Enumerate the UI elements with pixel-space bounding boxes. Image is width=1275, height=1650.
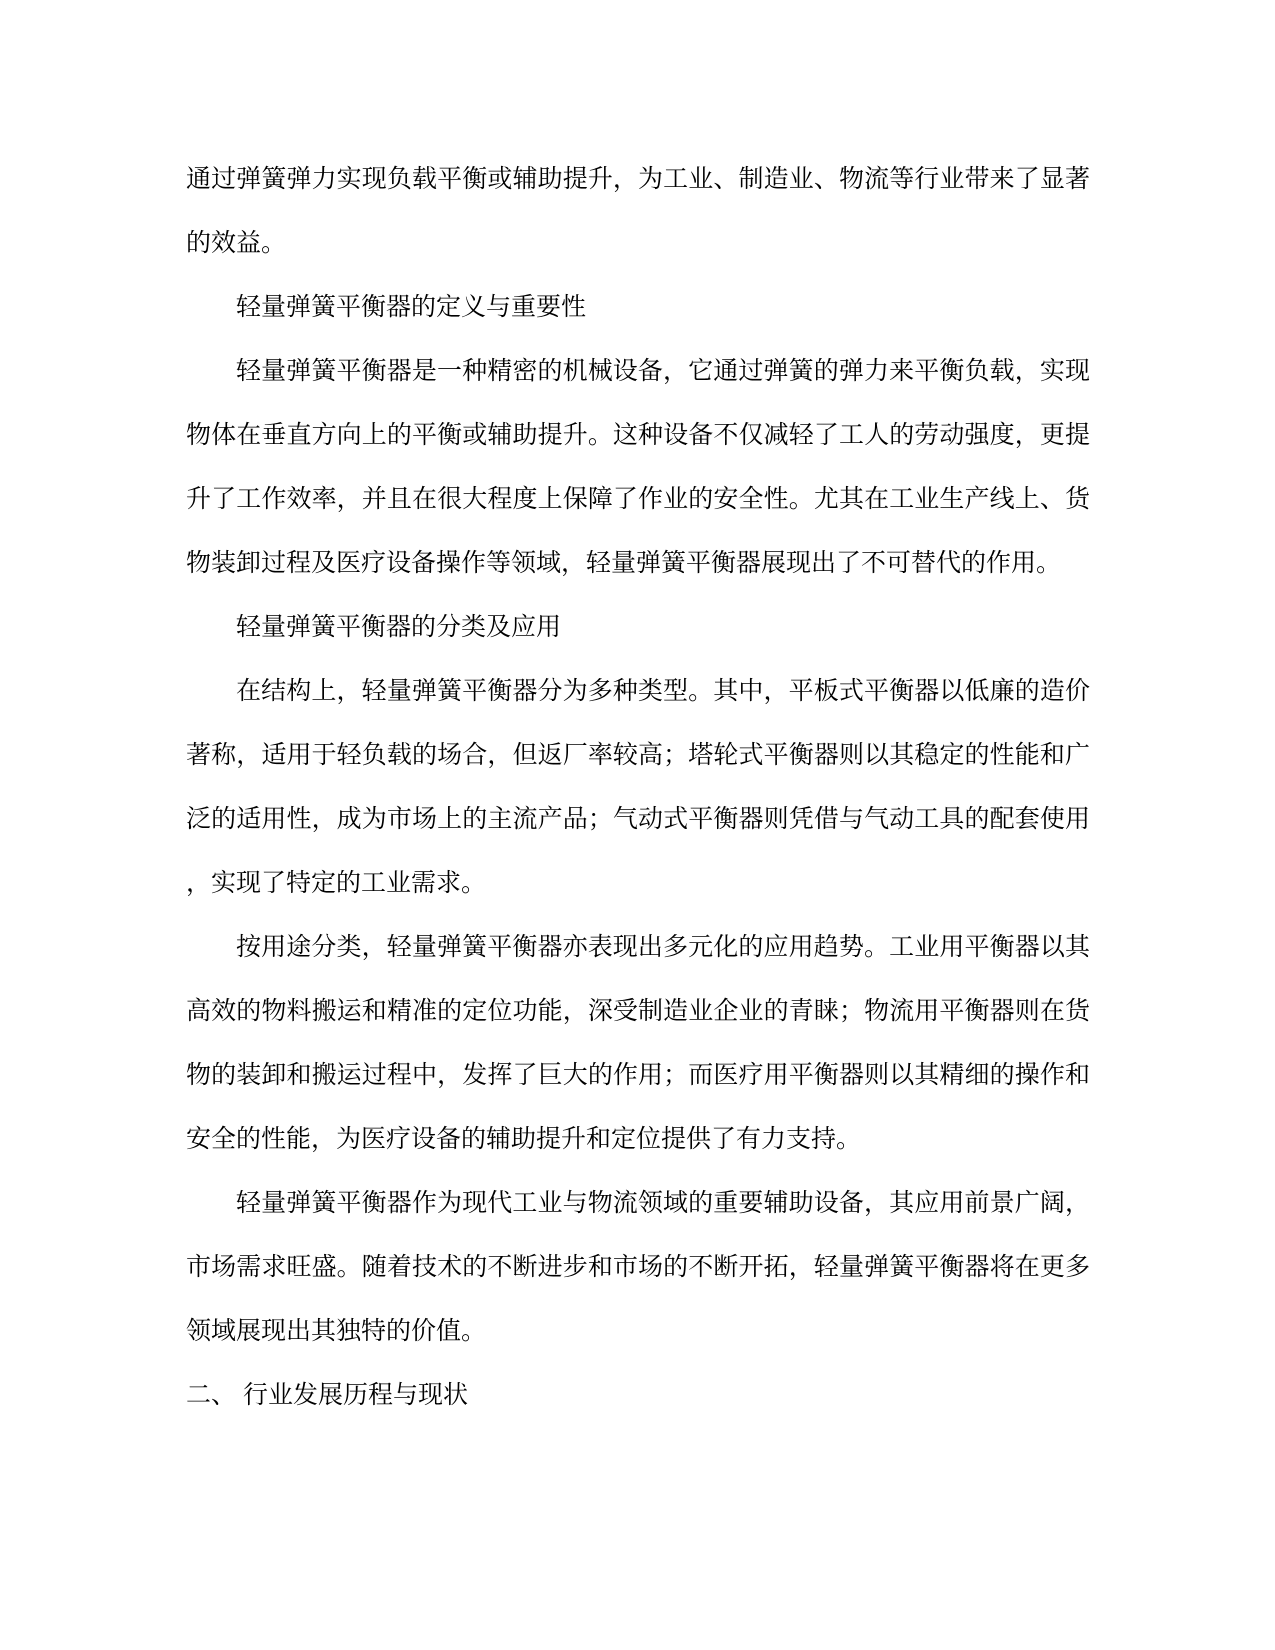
text-line: 物的装卸和搬运过程中，发挥了巨大的作用；而医疗用平衡器则以其精细的操作和 bbox=[186, 1061, 1090, 1089]
paragraph bbox=[186, 915, 1090, 1171]
paragraph bbox=[186, 595, 1090, 659]
text-line: 按用途分类，轻量弹簧平衡器亦表现出多元化的应用趋势。工业用平衡器以其 bbox=[236, 933, 1090, 961]
text-line: 轻量弹簧平衡器是一种精密的机械设备，它通过弹簧的弹力来平衡负载，实现 bbox=[236, 357, 1090, 385]
paragraph bbox=[186, 1363, 1090, 1427]
text-line: 在结构上，轻量弹簧平衡器分为多种类型。其中，平板式平衡器以低廉的造价 bbox=[236, 677, 1090, 705]
text-line: 物装卸过程及医疗设备操作等领域，轻量弹簧平衡器展现出了不可替代的作用。 bbox=[186, 549, 1062, 577]
text-line: 安全的性能，为医疗设备的辅助提升和定位提供了有力支持。 bbox=[186, 1125, 862, 1153]
text-line: 物体在垂直方向上的平衡或辅助提升。这种设备不仅减轻了工人的劳动强度，更提 bbox=[186, 421, 1090, 449]
subheading-line: 轻量弹簧平衡器的分类及应用 bbox=[236, 613, 562, 641]
text-line: 市场需求旺盛。随着技术的不断进步和市场的不断开拓，轻量弹簧平衡器将在更多 bbox=[186, 1253, 1090, 1281]
section-heading-line: 二、 行业发展历程与现状 bbox=[186, 1381, 468, 1409]
subheading-line: 轻量弹簧平衡器的定义与重要性 bbox=[236, 293, 587, 321]
text-line: 领域展现出其独特的价值。 bbox=[186, 1317, 487, 1345]
text-line: 著称，适用于轻负载的场合，但返厂率较高；塔轮式平衡器则以其稳定的性能和广 bbox=[186, 741, 1090, 769]
text-line: 升了工作效率，并且在很大程度上保障了作业的安全性。尤其在工业生产线上、货 bbox=[186, 485, 1090, 513]
text-line: 通过弹簧弹力实现负载平衡或辅助提升，为工业、制造业、物流等行业带来了显著 bbox=[186, 165, 1090, 193]
text-line: 轻量弹簧平衡器作为现代工业与物流领域的重要辅助设备，其应用前景广阔， bbox=[236, 1189, 1090, 1217]
paragraph bbox=[186, 659, 1090, 915]
text-line: ，实现了特定的工业需求。 bbox=[186, 869, 487, 897]
paragraph bbox=[186, 275, 1090, 339]
paragraph bbox=[186, 147, 1090, 275]
text-line: 高效的物料搬运和精准的定位功能，深受制造业企业的青睐；物流用平衡器则在货 bbox=[186, 997, 1090, 1025]
paragraph bbox=[186, 1171, 1090, 1363]
document-text-block bbox=[186, 147, 1090, 1427]
text-line: 泛的适用性，成为市场上的主流产品；气动式平衡器则凭借与气动工具的配套使用 bbox=[186, 805, 1090, 833]
paragraph bbox=[186, 339, 1090, 595]
text-line: 的效益。 bbox=[186, 229, 287, 257]
